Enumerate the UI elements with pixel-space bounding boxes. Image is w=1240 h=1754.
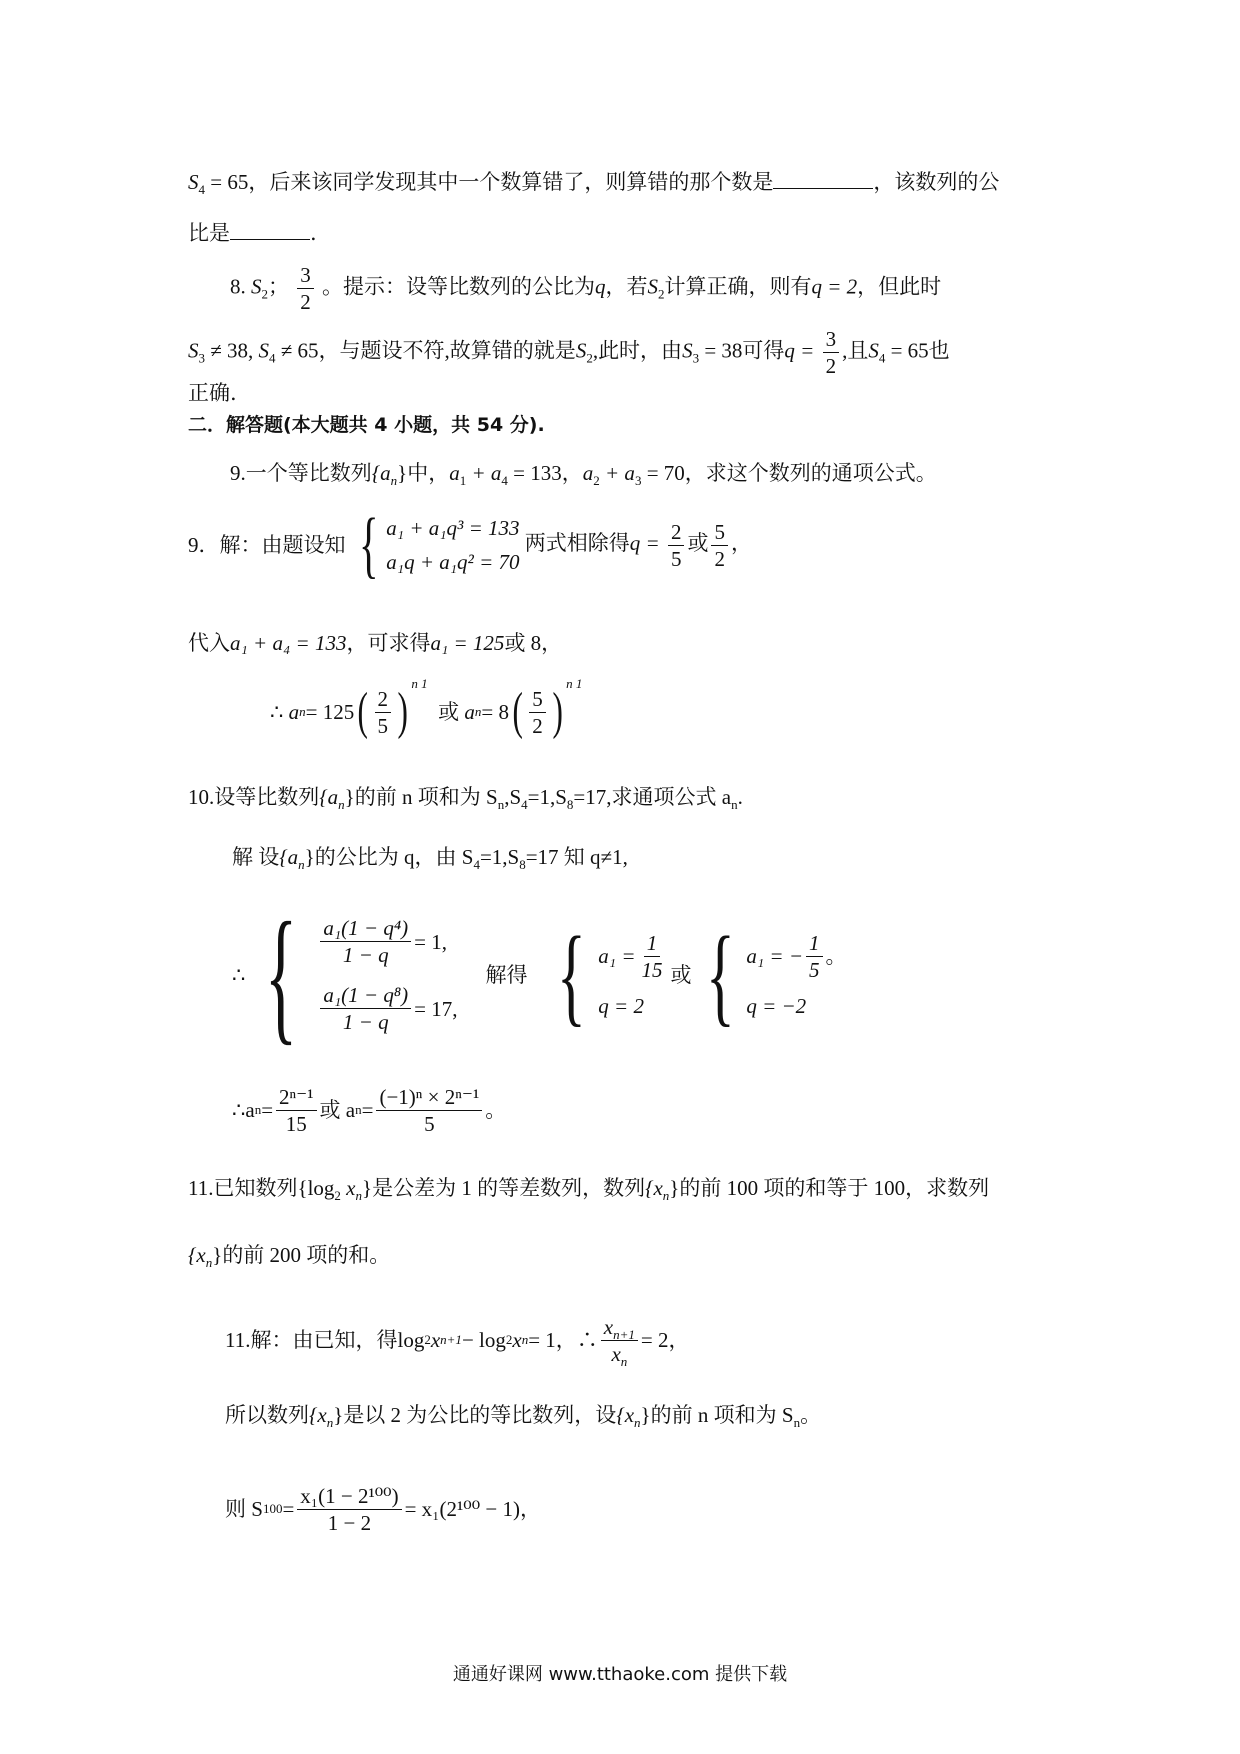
text: 的公比为 q，由 S (314, 845, 474, 869)
math-set: {x (309, 1403, 327, 1427)
text: . (737, 785, 743, 809)
text: 或 (438, 700, 460, 724)
equation-row: a₁ + a₁q³ = 133 (386, 516, 520, 540)
text: = (361, 1098, 374, 1122)
text: 。 (800, 1403, 822, 1427)
text: ， (730, 530, 752, 555)
math-var: S (868, 338, 879, 363)
math-expr: = 125 (305, 700, 355, 724)
math-sub: 8 (566, 797, 574, 813)
text: 计算正确，则有 (664, 274, 812, 299)
math-sub: 1 (459, 473, 467, 489)
math-set: {log (297, 1176, 335, 1200)
math-expr: = 17, (414, 996, 458, 1021)
text: ,S (504, 785, 522, 809)
math-sub: n (355, 1188, 362, 1204)
text: ,此时，由 (592, 338, 683, 363)
math-sub: 4 (473, 857, 480, 873)
math-var: S (647, 274, 658, 299)
math-set: {a (319, 785, 339, 809)
numerator: 5 (711, 519, 728, 546)
math-var: S (188, 338, 199, 363)
math-sub: 4 (269, 350, 276, 366)
math-sub: 2 (261, 286, 268, 302)
math-sub: 3 (198, 350, 205, 366)
text: ，但此时 (857, 274, 942, 299)
numerator: 3 (823, 326, 840, 353)
math-set: } (344, 785, 355, 809)
text: 或 (670, 963, 692, 987)
text: 11.解：由已知，得 (225, 1328, 398, 1352)
math-sub: 8 (519, 857, 526, 873)
fraction (668, 519, 685, 572)
text: ，该数列的公 (873, 170, 1000, 194)
text: 两式相除得 (524, 530, 630, 555)
text: 或 a (319, 1098, 356, 1122)
math-sub: 2 (334, 1188, 341, 1204)
math-var: S (258, 338, 270, 363)
text: = (261, 1098, 274, 1122)
answer-10-line1 (232, 842, 628, 872)
math-expr: = 1 (528, 1328, 556, 1352)
math-expr: q = (784, 338, 820, 363)
denominator: 2 (300, 290, 311, 314)
text: 所以数列 (225, 1403, 309, 1427)
denominator: 5 (424, 1111, 435, 1136)
answer-blank (230, 217, 310, 240)
answer-9-line3: ∴ a n = 125 ( $\frac{2}{5}$ ) n 1 或 a n = 8 ( $\frac{5}{2}$ ) n 1 (270, 676, 583, 740)
system-rows (317, 915, 457, 1035)
math-var: S (251, 274, 262, 299)
denominator: 5 (809, 957, 820, 982)
math-sub: 2 (586, 350, 593, 366)
math-var: S (188, 170, 199, 194)
math-set: } (640, 1403, 651, 1427)
denominator: 1 − 2 (327, 1510, 372, 1535)
math-var: q (595, 274, 606, 299)
math-set: } (304, 845, 315, 869)
math-expr: log (397, 1328, 425, 1352)
math-expr: = 1, (414, 929, 447, 954)
question-9 (230, 458, 937, 488)
math-sub: n (205, 1255, 213, 1271)
paren-left: ( (357, 683, 369, 740)
answer-blank (773, 166, 873, 189)
math-var: a (582, 461, 594, 485)
answer-8-line2 (188, 326, 950, 379)
text: 的前 200 项的和。 (222, 1243, 391, 1267)
text: 。 (825, 944, 847, 968)
denominator: 15 (641, 957, 663, 982)
text: 或 (687, 530, 709, 555)
text: 可得 (742, 338, 785, 363)
text: ，求这个数列的通项公式。 (684, 461, 937, 485)
math-var: x (512, 1328, 522, 1352)
math-var: a (449, 461, 460, 485)
text: 。提示：设等比数列的公比为 (322, 274, 595, 299)
numerator: 2 (668, 519, 685, 546)
numerator: 3 (297, 262, 314, 289)
text: =17,求通项公式 a (573, 785, 732, 809)
text-line (188, 166, 999, 197)
math-set: {a (279, 845, 299, 869)
text: ； (268, 274, 289, 299)
numerator: 2 (375, 686, 392, 713)
math-expr: ≠ 65 (275, 338, 319, 363)
math-sub: 4 (878, 350, 886, 366)
text: 。 (485, 1098, 507, 1122)
fraction (297, 1483, 401, 1536)
math-sub: 2 (593, 473, 600, 489)
math-sub: n (338, 797, 345, 813)
math-sub: 3 (692, 350, 700, 366)
question-number: 11.已知数列 (188, 1176, 298, 1200)
math-var: a (464, 700, 475, 724)
answer-8-line3: 正确. (188, 381, 237, 405)
text: ,且 (842, 338, 869, 363)
math-set: {x (188, 1243, 206, 1267)
text: 比是 (188, 221, 230, 245)
text: 是以 2 为公比的等比数列，设 (343, 1403, 617, 1427)
equation-row (598, 930, 668, 983)
math-sub: 4 (198, 182, 205, 198)
fraction (806, 930, 823, 983)
math-expr: ≠ 38, (205, 338, 259, 363)
question-number: 10.设等比数列 (188, 785, 320, 809)
fraction (375, 686, 392, 739)
left-brace: { (358, 504, 379, 586)
text: ，与题设不符,故算错的就是 (318, 338, 576, 363)
denominator: 2 (825, 354, 837, 378)
math-expr: = 70 (641, 461, 685, 485)
math-expr: = 8 (481, 700, 509, 724)
math-expr: a₁ + a₄ = 133 (230, 631, 347, 655)
math-set: } (669, 1176, 680, 1200)
math-sub: n (731, 797, 738, 813)
math-expr: = x₁(2¹⁰⁰ − 1) (404, 1497, 520, 1521)
math-expr: q = (629, 530, 665, 555)
denominator: 5 (670, 546, 682, 571)
math-var: x (340, 1176, 356, 1200)
math-expr: − log (461, 1328, 506, 1352)
text: = (282, 1497, 295, 1521)
denominator: 1 − q (342, 1010, 389, 1034)
numerator: 1 (806, 930, 823, 957)
math-sub: n (793, 1415, 801, 1431)
answer-11-line1: 11.解：由已知，得 log 2 x n+1 − log 2 x n = 1 ，∴ $\frac{x_{n+1}}{x_n}$ = 2 ， (225, 1314, 690, 1369)
paren-right: ) (397, 683, 408, 740)
text: ，可求得 (346, 631, 431, 655)
fraction (276, 1084, 317, 1137)
numerator: 5 (529, 686, 546, 713)
fraction (601, 1314, 638, 1367)
math-set: {a (371, 461, 391, 485)
numerator: 1 (644, 930, 661, 957)
math-var: x (430, 1328, 441, 1352)
equation-system (351, 504, 520, 586)
text: 代入 (188, 631, 230, 655)
section-heading: 二．解答题(本大题共 4 小题，共 54 分). (188, 414, 545, 436)
math-var: x (611, 1341, 621, 1366)
text: ，后来该同学发现其中一个数算错了，则算错的那个数是 (248, 170, 774, 194)
answer-8-line1 (230, 262, 941, 315)
answer-10-result: ∴a n = $\frac{\text{2ⁿ⁻¹}}{15}$ 或 a n = $\frac{\text{(−1)ⁿ × 2ⁿ⁻¹}}{5}$ 。 (232, 1084, 507, 1136)
math-sub: n (662, 1188, 670, 1204)
paren-left: ( (512, 683, 523, 740)
left-brace: { (265, 892, 298, 1058)
math-set: } (333, 1403, 344, 1427)
question-number: 8. (230, 274, 251, 299)
answer-11-line3: 则 S 100 = $\frac{\text{x₁(1 − 2¹⁰⁰)}}{1 - 2}$ = x₁(2¹⁰⁰ − 1) ， (225, 1483, 541, 1535)
therefore-symbol: ∴ (232, 963, 246, 987)
numerator: (−1)ⁿ × 2ⁿ⁻¹ (376, 1084, 482, 1111)
text: 的前 100 项的和等于 100，求数列 (679, 1176, 990, 1200)
fraction (823, 326, 840, 379)
fraction (320, 982, 411, 1035)
denominator (608, 1341, 630, 1367)
math-set: {x (645, 1176, 663, 1200)
math-expr: a₁ = 125 (430, 631, 505, 655)
left-brace: { (557, 914, 587, 1036)
equation-row (317, 915, 457, 968)
equation-row: q = −2 (746, 993, 807, 1018)
text: ， (519, 1497, 541, 1521)
text: 9．解：由题设知 (188, 533, 346, 557)
math-sub: n (634, 1415, 641, 1431)
math-expr: = 65 (205, 170, 249, 194)
answer-9-line1 (188, 504, 752, 586)
fraction (639, 930, 666, 983)
numerator: 2ⁿ⁻¹ (276, 1084, 317, 1111)
math-set: } (361, 1176, 373, 1200)
question-11-line1 (188, 1173, 989, 1203)
fraction (320, 915, 411, 968)
text: 的前 n 项和为 S (650, 1403, 794, 1427)
text: ，若 (605, 274, 648, 299)
math-var: a (288, 700, 300, 724)
text: 的前 n 项和为 S (354, 785, 498, 809)
denominator: 2 (532, 713, 543, 738)
text: 是公差为 1 的等差数列，数列 (372, 1176, 646, 1200)
text: 解 设 (232, 845, 280, 869)
text: =17 知 q≠1, (525, 845, 628, 869)
text: 解得 (485, 963, 528, 987)
denominator: 2 (714, 546, 725, 571)
math-sub: n (326, 1415, 334, 1431)
math-expr: = 133 (507, 461, 562, 485)
text: =1,S (479, 845, 520, 869)
text: 或 8， (504, 631, 563, 655)
therefore-symbol: ∴ (270, 700, 284, 724)
answer-10-system (232, 892, 847, 1058)
text-line (188, 217, 317, 248)
math-expr: = 38 (699, 338, 743, 363)
math-sub: n (497, 797, 505, 813)
math-var: + a (599, 461, 635, 485)
math-var: S (575, 338, 587, 363)
numerator: a₁(1 − q⁸) (320, 982, 411, 1009)
fraction (711, 519, 728, 572)
text: ， (561, 461, 583, 485)
math-set: } (212, 1243, 223, 1267)
fraction (297, 262, 314, 315)
text: 中， (407, 461, 450, 485)
denominator: 1 − q (342, 943, 389, 967)
solution-1 (598, 930, 668, 1021)
denominator: 15 (285, 1111, 307, 1136)
solution-2 (746, 930, 846, 1021)
numerator: x₁(1 − 2¹⁰⁰) (297, 1483, 401, 1510)
numerator: a₁(1 − q⁴) (320, 915, 411, 942)
text: 也 (928, 338, 950, 363)
numerator (601, 1314, 638, 1341)
math-sub: 4 (521, 797, 528, 813)
equation-row (317, 982, 457, 1035)
math-var: + a (466, 461, 502, 485)
math-expr: = 2 (640, 1328, 669, 1352)
text: ∴a (232, 1098, 255, 1122)
equation-row: a₁q + a₁q² = 70 (386, 550, 520, 574)
text: . (310, 221, 317, 245)
text: ，∴ (555, 1328, 598, 1352)
math-var: S (682, 338, 693, 363)
math-var: x (603, 1314, 614, 1339)
math-sub: n (390, 473, 398, 489)
answer-11-line2 (225, 1400, 821, 1430)
question-number: 9.一个等比数列 (230, 461, 372, 485)
fraction (376, 1084, 482, 1137)
math-expr: a₁ = (598, 944, 636, 968)
math-expr: a₁ = − (746, 944, 803, 968)
math-set: {x (616, 1403, 635, 1427)
equation-row (746, 930, 846, 983)
text: ， (668, 1328, 690, 1352)
fraction (529, 686, 546, 739)
footer-source: 通通好课网 www.tthaoke.com 提供下载 (452, 1664, 788, 1685)
math-sub: n (298, 857, 305, 873)
math-expr: = 65 (885, 338, 929, 363)
math-sub: n+1 (613, 1326, 635, 1342)
question-10 (188, 782, 743, 812)
math-expr: q = 2 (811, 274, 858, 299)
math-sub: 3 (634, 473, 642, 489)
equation-row: q = 2 (598, 993, 644, 1018)
math-sub: 4 (501, 473, 508, 489)
system-rows (386, 511, 519, 579)
question-11-line2 (188, 1240, 390, 1270)
math-sub: 2 (658, 286, 665, 302)
text: =1,S (527, 785, 567, 809)
math-set: } (397, 461, 408, 485)
denominator: 5 (377, 713, 389, 738)
text: 则 S (225, 1497, 263, 1521)
math-sub: n (620, 1353, 628, 1369)
answer-9-line2 (188, 628, 562, 658)
left-brace: { (705, 914, 735, 1036)
paren-right: ) (552, 683, 563, 740)
